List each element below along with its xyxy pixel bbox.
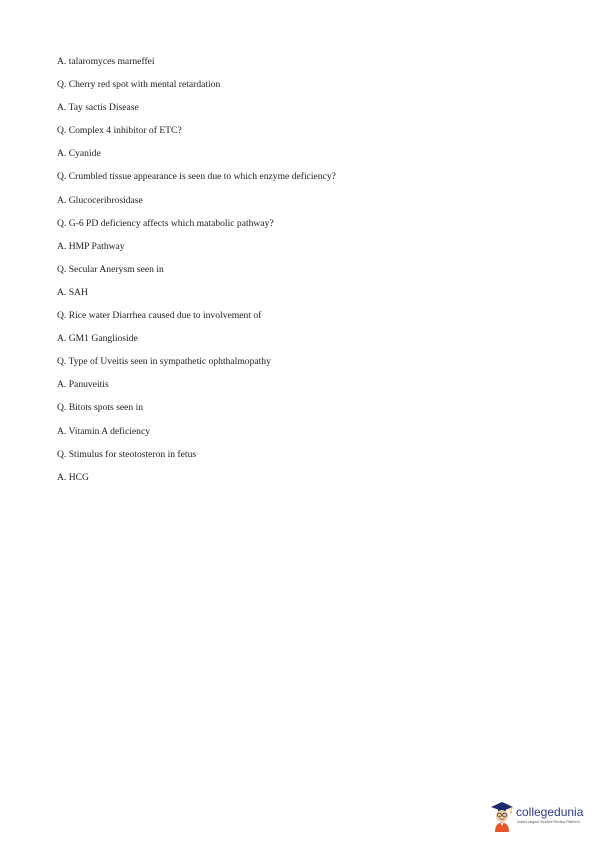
question-line: Q. Crumbled tissue appearance is seen due to which enzyme deficiency? [57,171,336,183]
answer-line: A. Panuveitis [57,379,109,391]
student-mascot-icon [489,799,515,833]
question-line: Q. G-6 PD deficiency affects which matabolic pathway? [57,217,274,229]
question-line: Q. Bitots spots seen in [57,402,144,414]
answer-line: A. Vitamin A deficiency [57,425,151,437]
question-line: Q. Secular Anerysm seen in [57,263,164,275]
question-line: Q. Complex 4 inhibitor of ETC? [57,125,182,137]
answer-line: A. talaromyces marneffei [57,56,155,67]
logo-name: collegedunia [516,805,584,819]
question-line: Q. Cherry red spot with mental retardation [57,79,221,91]
answer-line: A. HMP Pathway [57,240,125,252]
collegedunia-logo [489,799,589,833]
question-line: Q. Rice water Diarrhea caused due to involvement of [57,310,262,322]
answer-line: A. HCG [57,471,89,483]
answer-line: A. Tay sactis Disease [57,102,139,114]
logo-tagline: India's largest Student Review Platform [517,820,580,824]
qa-list [57,56,557,495]
answer-line: A. Cyanide [57,148,101,160]
question-line: Q. Stimulus for steotosteron in fetus [57,448,197,460]
answer-line: A. GM1 Ganglioside [57,333,138,345]
answer-line: A. SAH [57,286,88,298]
question-line: Q. Type of Uveitis seen in sympathetic ophthalmopathy [57,356,271,368]
answer-line: A. Glucoceribrosidase [57,194,143,206]
